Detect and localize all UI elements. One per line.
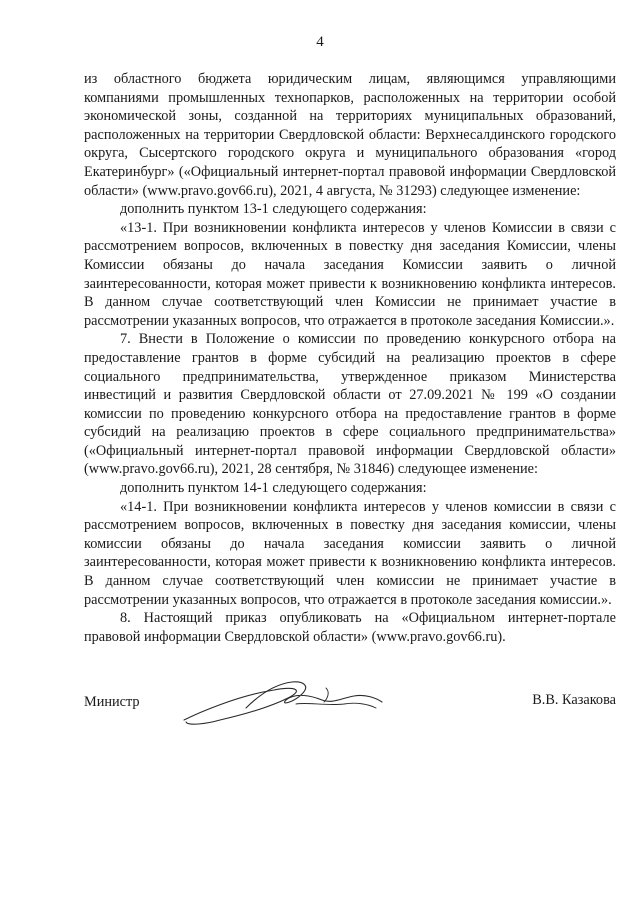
signer-title: Министр bbox=[84, 694, 140, 710]
signer-name: В.В. Казакова bbox=[532, 692, 616, 708]
paragraph-amend-14-1: дополнить пунктом 14-1 следующего содержания: bbox=[120, 480, 427, 497]
paragraph-clause-13-1: «13-1. При возникновении конфликта интересов у членов Комиссии в связи с рассмотрением вопросов, включенных в повестку дня заседания Комиссии, члены Комиссии обязаны до начала заседания Комиссии заявить о личной заинтересованности, которая может привести к возникновению конфликта интересов. В данном случае соответствующий член Комиссии не принимает участие в рассмотрении указанных вопросов, что отражается в протоколе заседания Комиссии.». bbox=[84, 219, 616, 329]
paragraph-amend-13-1: дополнить пунктом 13-1 следующего содержания: bbox=[120, 201, 427, 218]
paragraph-item-8: 8. Настоящий приказ опубликовать на «Официальном интернет-портале правовой информации Свердловской области» (www.pravo.gov66.ru). bbox=[84, 610, 616, 645]
handwritten-signature bbox=[176, 674, 390, 730]
signature-block bbox=[84, 672, 616, 732]
paragraph-item-7: 7. Внести в Положение о комиссии по проведению конкурсного отбора на предоставление грантов в форме субсидий на реализацию проектов в сфере социального предпринимательства, утвержденное приказом Министерства инвестиций и развития Свердловской области от 27.09.2021 № 199 «О создании комиссии по проведению конкурсного отбора на предоставление грантов в форме субсидий на реализацию проектов в сфере социального предпринимательства» («Официальный интернет-портал правовой информации Свердловской области» (www.pravo.gov66.ru), 2021, 28 сентября, № 31846) следующее изменение: bbox=[84, 331, 616, 478]
page-number: 4 bbox=[316, 34, 324, 50]
paragraph-continuation: из областного бюджета юридическим лицам, являющимся управляющими компаниями промышленных технопарков, расположенных на территории особой экономической зоны, созданной на территориях муниципальных образований, расположенных на территории Свердловской области: Верхнесалдинского городского округа, Сысертского городского округа и муниципального образования «город Екатеринбург» («Официальный интернет-портал правовой информации Свердловской области» (www.pravo.gov66.ru), 2021, 4 августа, № 31293) следующее изменение: bbox=[84, 71, 616, 199]
paragraph-clause-14-1: «14-1. При возникновении конфликта интересов у членов комиссии в связи с рассмотрением вопросов, включенных в повестку дня заседания комиссии, члены комиссии обязаны до начала заседания комиссии заявить о личной заинтересованности, которая может привести к возникновению конфликта интересов. В данном случае соответствующий член комиссии не принимает участие в рассмотрении указанных вопросов, что отражается в протоколе заседания комиссии.». bbox=[84, 498, 616, 608]
document-body bbox=[84, 70, 616, 646]
